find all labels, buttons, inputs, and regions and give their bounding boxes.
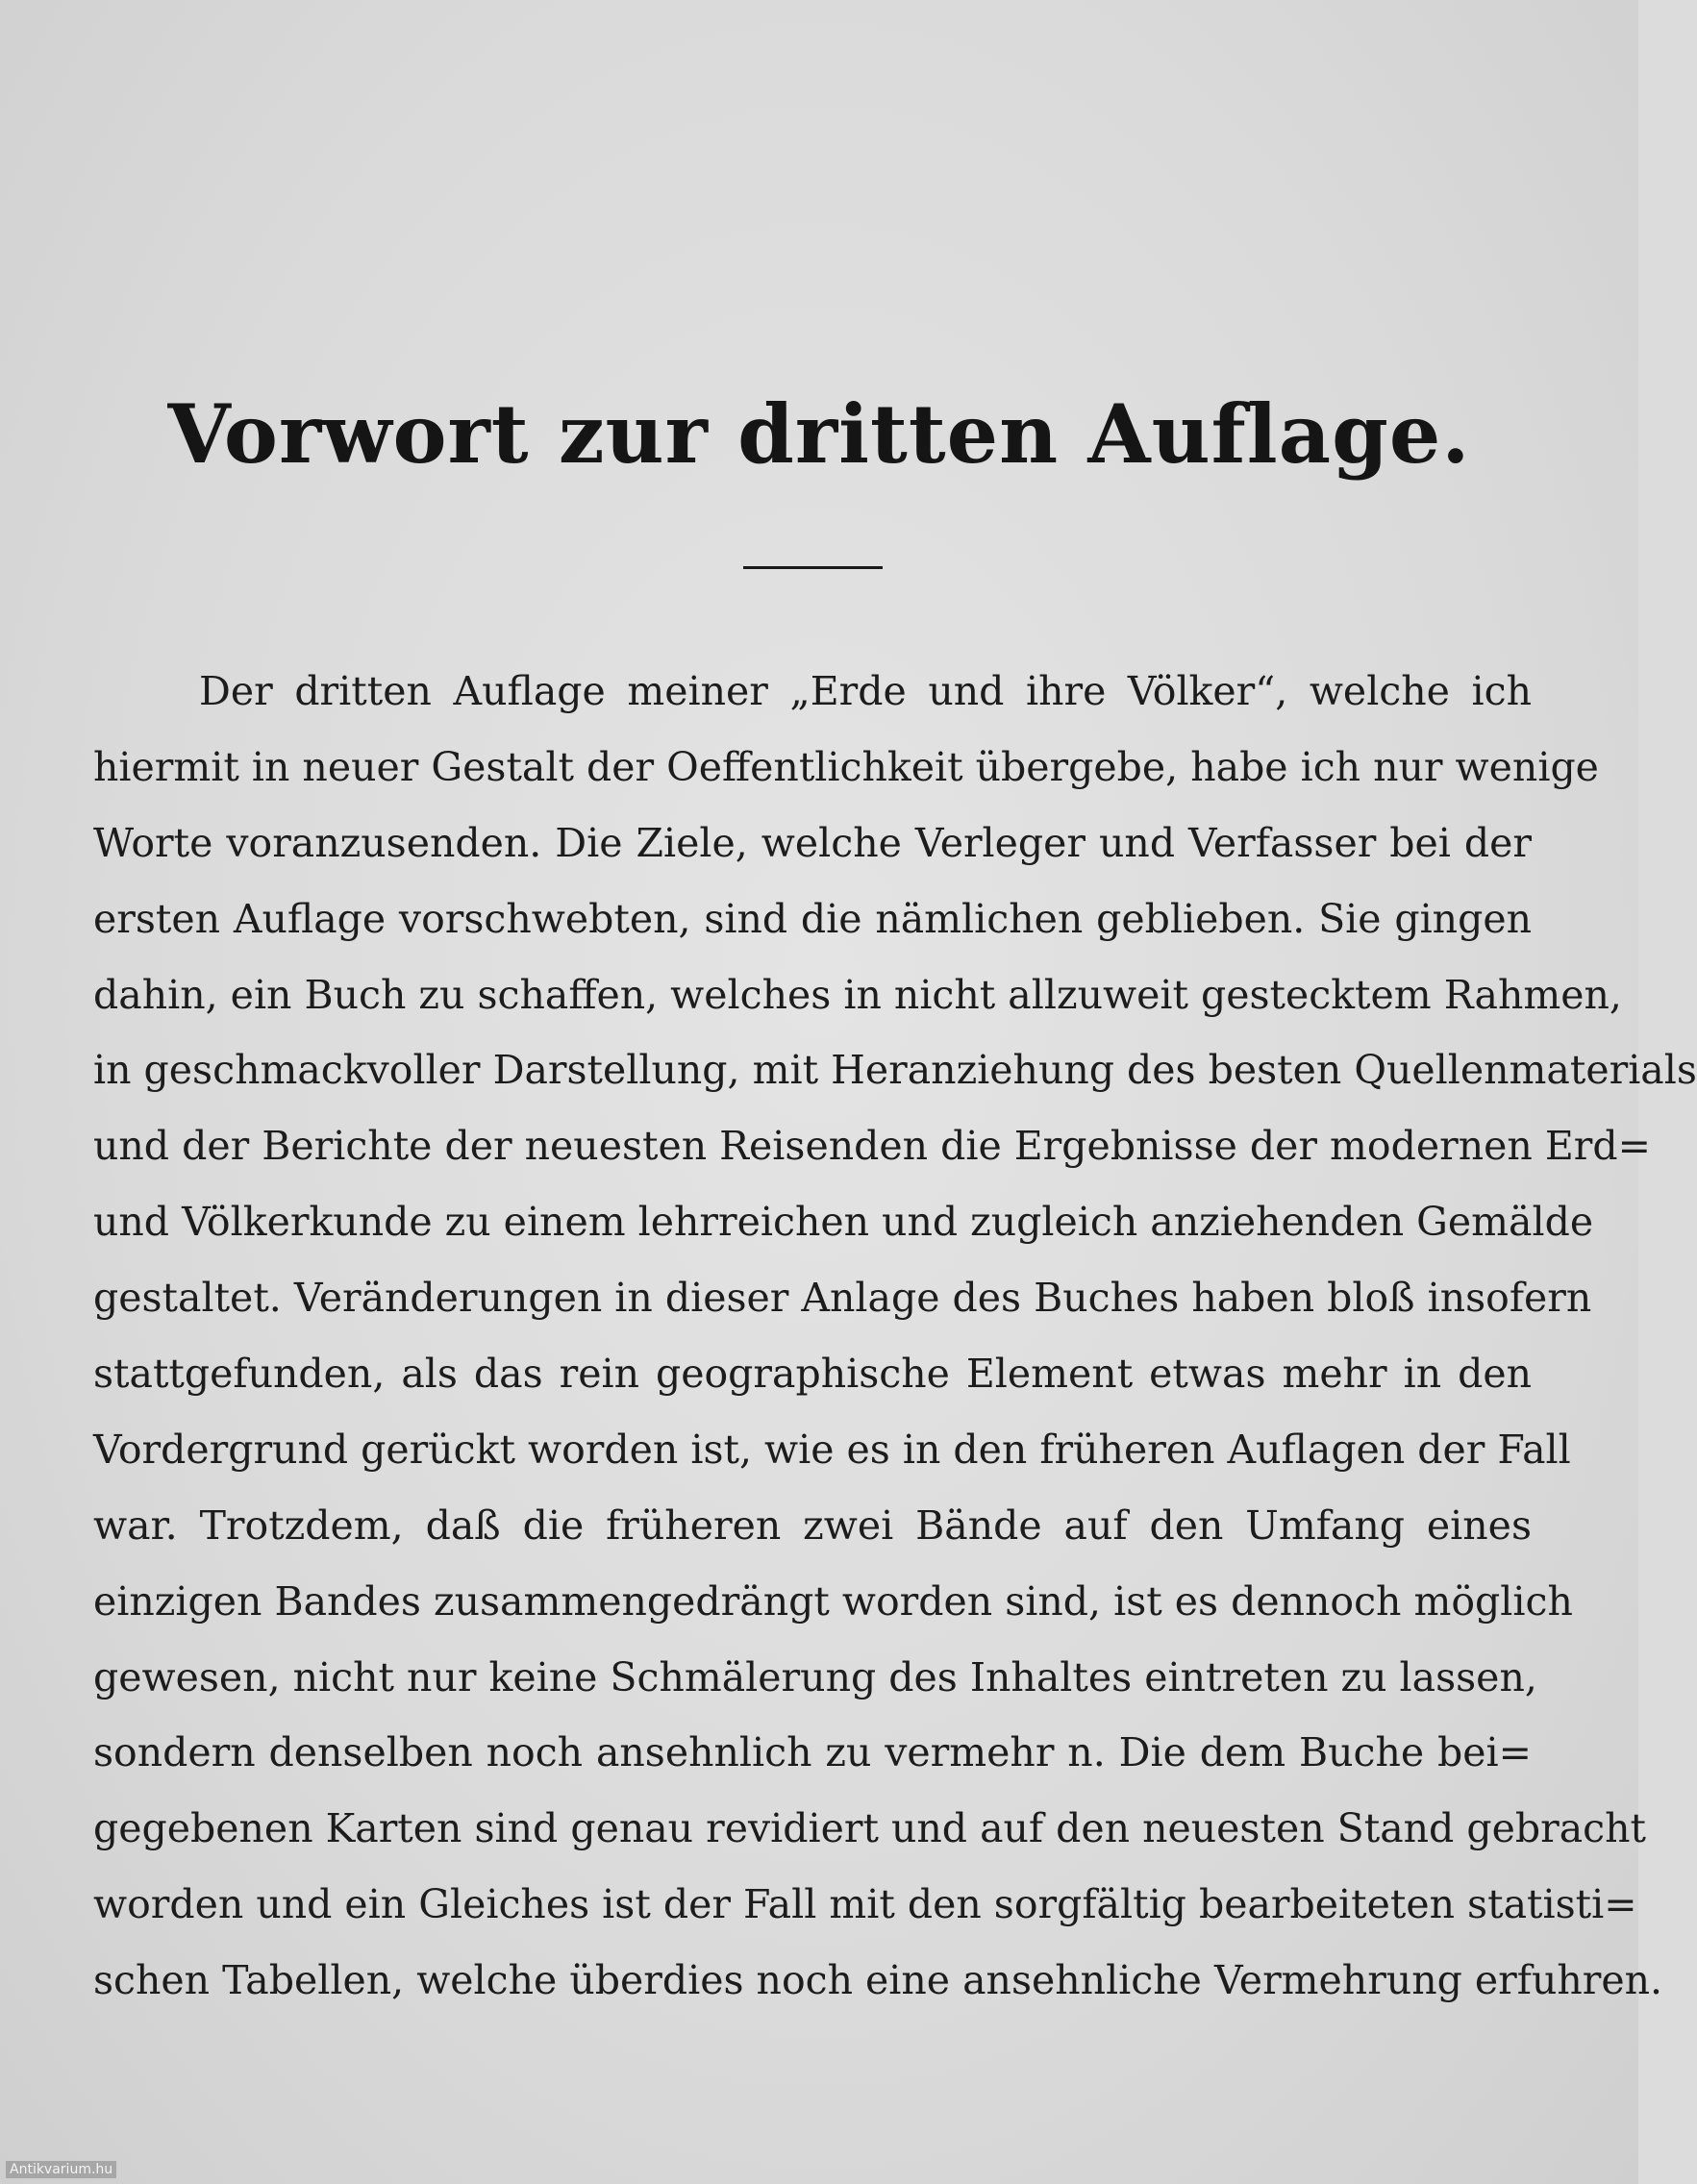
text-line: ersten Auflage vorschwebten, sind die nämlichen geblieben. Sie gingen (93, 895, 1532, 942)
text-line: gestaltet. Veränderungen in dieser Anlage des Buches haben bloß insofern (93, 1275, 1592, 1322)
text-line: und der Berichte der neuesten Reisenden die Ergebnisse der modernen Erd= (93, 1123, 1651, 1170)
preface-body (93, 654, 1697, 2019)
text-line: war. Trotzdem, daß die früheren zwei Bände auf den Umfang eines (93, 1502, 1532, 1549)
text-line: schen Tabellen, welche überdies noch eine ansehnliche Vermehrung erfuhren. (93, 1957, 1663, 2004)
text-line: Vordergrund gerückt worden ist, wie es in den früheren Auflagen der Fall (93, 1426, 1571, 1473)
title-divider (743, 566, 883, 569)
page-title: Vorwort zur dritten Auflage. (167, 386, 1471, 482)
text-line: Worte voranzusenden. Die Ziele, welche Verleger und Verfasser bei der (93, 819, 1532, 866)
text-line: in geschmackvoller Darstellung, mit Heranziehung des besten Quellenmaterials (93, 1047, 1697, 1094)
text-line: gewesen, nicht nur keine Schmälerung des Inhaltes eintreten zu lassen, (93, 1653, 1537, 1700)
watermark-label: Antikvarium.hu (6, 2161, 116, 2178)
text-line: sondern denselben noch ansehnlich zu vermehr n. Die dem Buche bei= (93, 1729, 1532, 1776)
text-line: stattgefunden, als das rein geographische Element etwas mehr in den (93, 1351, 1532, 1398)
text-line: dahin, ein Buch zu schaffen, welches in nicht allzuweit gestecktem Rahmen, (93, 971, 1622, 1018)
text-line: hiermit in neuer Gestalt der Oeffentlichkeit übergebe, habe ich nur wenige (93, 743, 1599, 790)
text-line: und Völkerkunde zu einem lehrreichen und zugleich anziehenden Gemälde (93, 1199, 1594, 1246)
text-line: Der dritten Auflage meiner „Erde und ihre Völker“, welche ich (199, 668, 1532, 714)
text-line: worden und ein Gleiches ist der Fall mit den sorgfältig bearbeiteten statisti= (93, 1881, 1637, 1928)
text-line: gegebenen Karten sind genau revidiert und auf den neuesten Stand gebracht (93, 1805, 1646, 1852)
text-line: einzigen Bandes zusammengedrängt worden sind, ist es dennoch möglich (93, 1577, 1573, 1625)
